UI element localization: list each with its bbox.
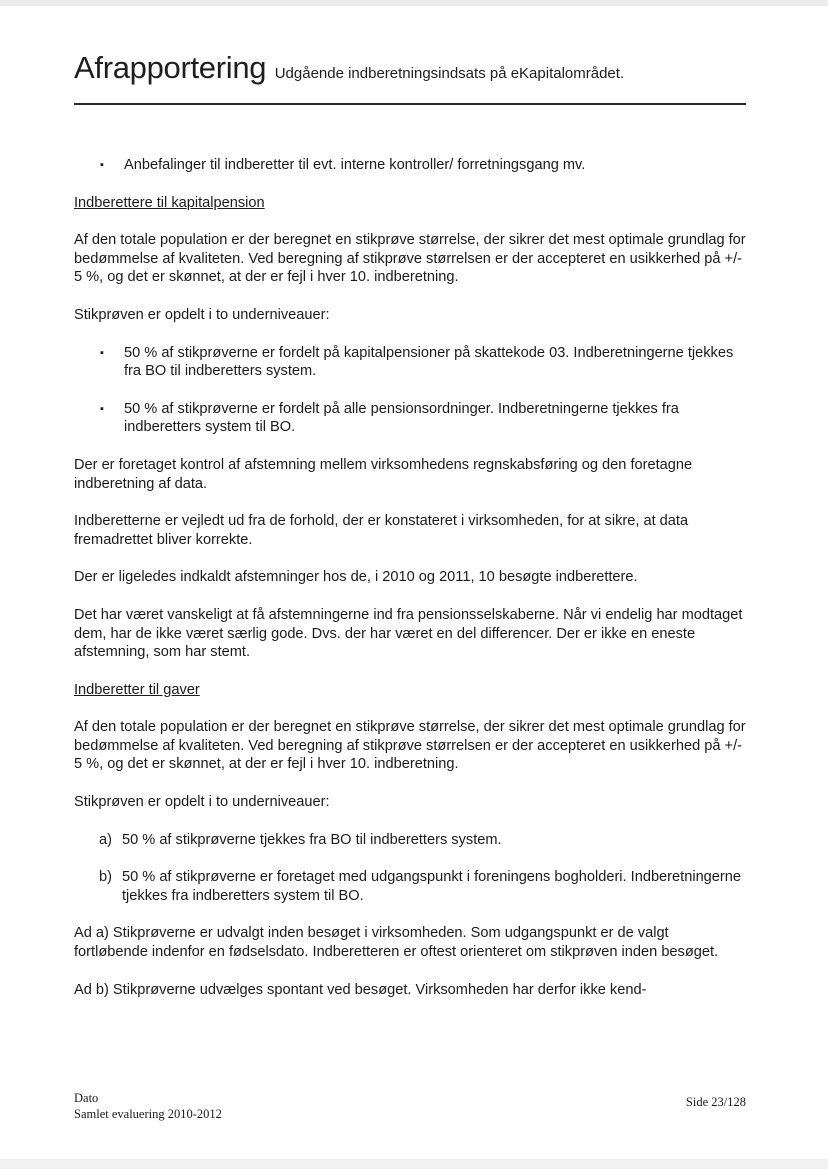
paragraph: Stikprøven er opdelt i to underniveauer: (74, 306, 330, 323)
bullet-text: 50 % af stikprøverne er fordelt på kapitalpensioner på skattekode 03. Indberetningerne tjekkes fra BO til indberetters system. (124, 344, 734, 380)
paragraph: Ad a) Stikprøverne er udvalgt inden besøget i virksomheden. Som udgangspunkt er de valgt fortløbende indenfor en fødselsdato. Indberetteren er oftest orienteret om stikprøven inden besøget. (74, 925, 719, 961)
page-title: Afrapportering (74, 50, 267, 85)
intro-bullet-item (74, 156, 746, 175)
paragraph: Af den totale population er der beregnet en stikprøve størrelse, der sikrer det mest optimale grundlag for bedømmelse af kvaliteten. Ved beregning af stikprøve størrelsen er der accepteret en usikkerhed på +/- 5 %, og det er skønnet, at der er fejl i hver 10. indberetning. (74, 719, 746, 773)
section-heading-kapitalpension: Indberettere til kapitalpension (74, 194, 265, 211)
page-number: Side 23/128 (685, 1095, 746, 1109)
bullet-item (74, 344, 746, 381)
section-heading-gaver: Indberetter til gaver (74, 681, 200, 698)
scan-bottom-edge (0, 1159, 828, 1169)
paragraph: Ad b) Stikprøverne udvælges spontant ved besøget. Virksomheden har derfor ikke kend- (74, 981, 647, 998)
list-item-text: 50 % af stikprøverne tjekkes fra BO til indberetters system. (122, 831, 502, 848)
footer-date-label: Dato (74, 1091, 99, 1105)
bullet-text: 50 % af stikprøverne er fordelt på alle pensionsordninger. Indberetningerne tjekkes fra indberetters system til BO. (124, 400, 679, 436)
intro-bullet-text: Anbefalinger til indberetter til evt. interne kontroller/ forretningsgang mv. (124, 157, 586, 173)
paragraph: Der er ligeledes indkaldt afstemninger hos de, i 2010 og 2011, 10 besøgte indberettere. (74, 569, 638, 586)
list-item-text: 50 % af stikprøverne er foretaget med udgangspunkt i foreningens bogholderi. Indberetningerne tjekkes fra indberetters system til BO. (122, 869, 742, 904)
bullet-marker: ▪ (100, 346, 104, 359)
paragraph: Det har været vanskeligt at få afstemningerne ind fra pensionsselskaberne. Når vi endelig har modtaget dem, har de ikke været særlig gode. Dvs. der har været en del differencer. Der er ikke en eneste afstemning, som har stemt. (74, 606, 743, 661)
body-content (74, 156, 746, 999)
paragraph: Indberetterne er vejledt ud fra de forhold, der er konstateret i virksomheden, for at sikre, at data fremadrettet bliver korrekte. (74, 513, 689, 548)
header-rule (74, 103, 746, 105)
bullet-marker: ▪ (100, 159, 104, 171)
page-header (74, 50, 624, 86)
list-item (74, 831, 746, 850)
page-subtitle: Udgående indberetningsindsats på eKapitalområdet. (274, 65, 625, 82)
footer-left (74, 1090, 222, 1122)
list-item (74, 868, 746, 905)
scan-top-edge (0, 0, 828, 6)
footer-doc-title: Samlet evaluering 2010-2012 (74, 1107, 222, 1121)
paragraph: Stikprøven er opdelt i to underniveauer: (74, 794, 330, 811)
paragraph: Af den totale population er der beregnet en stikprøve størrelse, der sikrer det mest optimale grundlag for bedømmelse af kvaliteten. Ved beregning af stikprøve størrelsen er der accepteret en usikkerhed på +/- 5 %, og det er skønnet, at der er fejl i hver 10. indberetning. (74, 232, 746, 286)
paragraph: Der er foretaget kontrol af afstemning mellem virksomhedens regnskabsføring og den foretagne indberetning af data. (74, 456, 693, 492)
bullet-item (74, 400, 746, 437)
list-marker: a) (99, 831, 112, 848)
list-marker: b) (99, 869, 112, 886)
bullet-marker: ▪ (100, 402, 104, 415)
